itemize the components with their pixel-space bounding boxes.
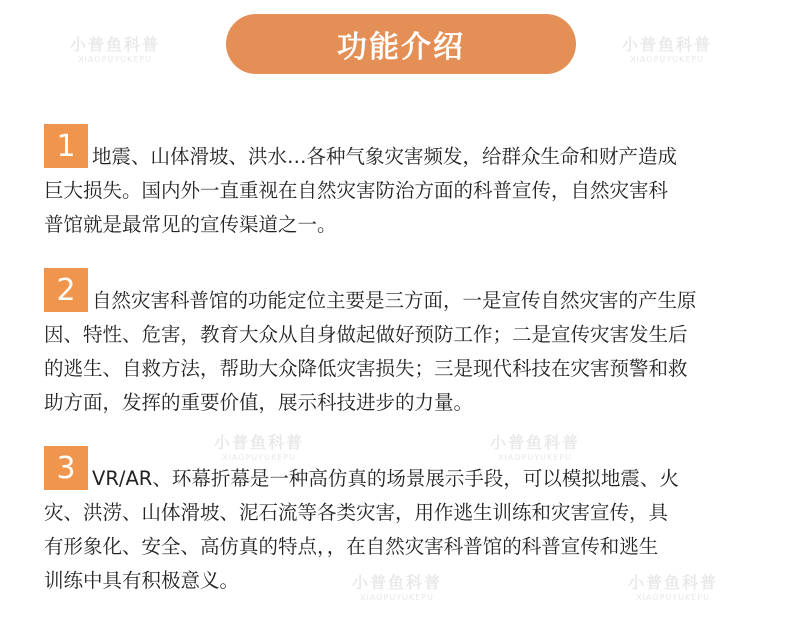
text-line: 的逃生、自救方法，帮助大众降低灾害损失；三是现代科技在灾害预警和救 <box>44 357 688 380</box>
feature-section-1 <box>44 124 764 242</box>
text-line: 自然灾害科普馆的功能定位主要是三方面，一是宣传自然灾害的产生原 <box>92 289 697 312</box>
text-line: 灾、洪涝、山体滑坡、泥石流等各类灾害，用作逃生训练和灾害宣传，具 <box>44 501 669 524</box>
watermark-text: 小普鱼科普 <box>622 35 713 54</box>
text-line: 有形象化、安全、高仿真的特点，，在自然灾害科普馆的科普宣传和逃生 <box>44 535 659 558</box>
watermark-subtext: XIAOPUYUKEPU <box>360 593 434 602</box>
section-number-badge: 3 <box>44 446 88 490</box>
watermark-subtext: XIAOPUYUKEPU <box>630 55 704 64</box>
watermark-subtext: XIAOPUYUKEPU <box>78 55 152 64</box>
text-line: 普馆就是最常见的宣传渠道之一。 <box>44 213 337 236</box>
watermark-subtext: XIAOPUYUKEPU <box>222 453 296 462</box>
page-title-banner <box>226 14 576 74</box>
text-line: 地震、山体滑坡、洪水…各种气象灾害频发，给群众生命和财产造成 <box>92 145 678 168</box>
watermark-text: 小普鱼科普 <box>70 35 161 54</box>
section-number-badge: 1 <box>44 124 88 168</box>
watermark-subtext: XIAOPUYUKEPU <box>636 593 710 602</box>
section-number-badge: 2 <box>44 268 88 312</box>
section-text <box>44 124 764 242</box>
watermark-text: 小普鱼科普 <box>214 433 305 452</box>
page-title: 功能介绍 <box>337 30 465 65</box>
watermark-subtext: XIAOPUYUKEPU <box>498 453 572 462</box>
watermark-text: 小普鱼科普 <box>352 573 443 592</box>
text-line: 巨大损失。国内外一直重视在自然灾害防治方面的科普宣传，自然灾害科 <box>44 179 669 202</box>
section-text <box>44 268 764 420</box>
text-line: 因、特性、危害，教育大众从自身做起做好预防工作；二是宣传灾害发生后 <box>44 323 688 346</box>
feature-section-3 <box>44 446 764 598</box>
watermark <box>70 32 160 64</box>
watermark <box>622 32 712 64</box>
section-text <box>44 446 764 598</box>
text-line: 助方面，发挥的重要价值，展示科技进步的力量。 <box>44 391 474 414</box>
watermark-text: 小普鱼科普 <box>490 433 581 452</box>
feature-section-2 <box>44 268 764 420</box>
text-line: 训练中具有积极意义。 <box>44 569 240 592</box>
text-line: VR/AR、环幕折幕是一种高仿真的场景展示手段，可以模拟地震、火 <box>92 467 679 490</box>
watermark-text: 小普鱼科普 <box>628 573 719 592</box>
